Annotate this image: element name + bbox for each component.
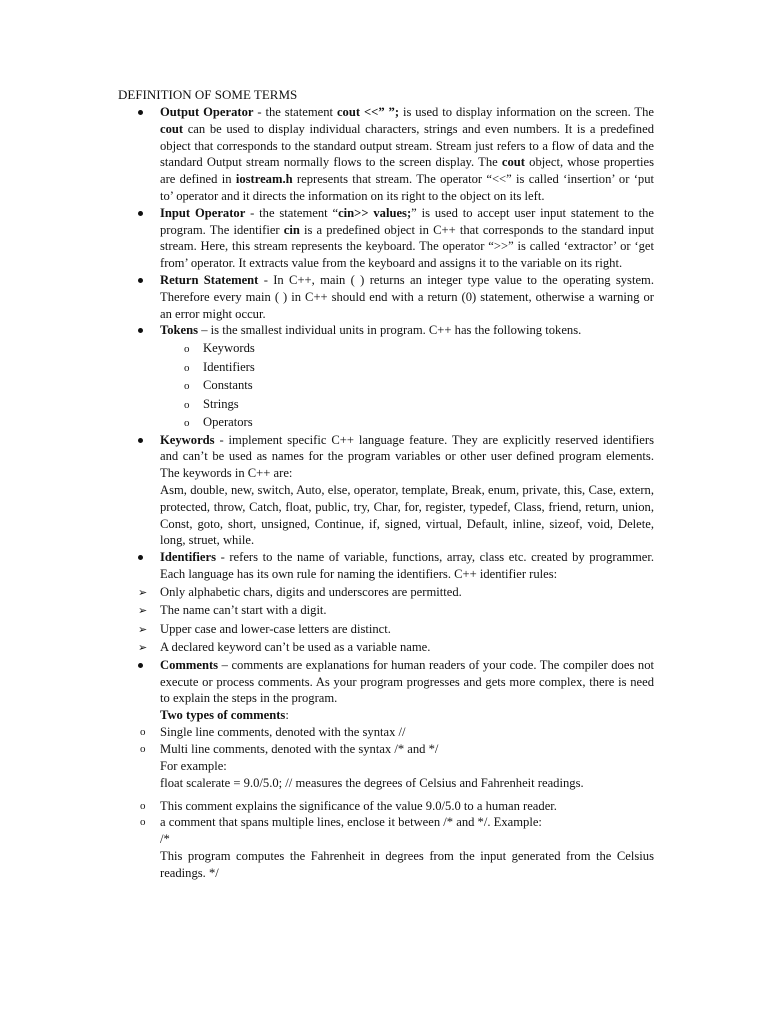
keyword-list: Asm, double, new, switch, Auto, else, operator, template, Break, enum, private, this, Case, extern, protected, throw, Catch, float, public, try, Char, for, register, typedef, Class, friend, return, union, Const, goto, short, unsigned, Continue, if, signed, virtual, Default, inline, sizeof, void, Delete, long, struet, while. [160,483,654,548]
circle-bullet-icon: o [184,361,190,374]
text-span: : [285,708,289,723]
list-item [118,339,654,358]
code-header: iostream.h [235,172,293,187]
arrow-bullet-icon: ➢ [138,622,148,636]
bullet-dot [138,663,143,668]
term-return-statement [118,272,654,322]
example-block [118,758,654,792]
term-comments [118,657,654,724]
bullet-dot [138,110,143,115]
bullet-dot [138,211,143,216]
circle-bullet-icon: o [140,726,146,739]
identifier-rules [118,583,654,657]
token-list [118,339,654,432]
text-span: is used to display information on the screen. The [399,105,655,119]
text-span: – comments are explanations for human readers of your code. The compiler does not execute or process comments. As your program progresses and gets more complex, there is need to explain the steps in the program. [160,657,654,706]
list-item [118,620,654,639]
term-label: Input Operator [160,205,246,220]
example-label: For example: [160,759,227,774]
circle-bullet-icon: o [140,816,146,829]
terms-list [118,104,654,339]
list-item [118,741,654,758]
text-span: represents that stream. The operator “<<” is called ‘insertion’ or ‘put to’ operator and it directs the information on its right to the object on its left. [160,172,654,203]
bullet-dot [138,328,143,333]
text-span: object, whose properties are defined in [160,155,655,187]
subheading: Two types of comments [160,708,286,723]
bullet-dot [138,438,143,443]
arrow-bullet-icon: ➢ [138,585,148,599]
term-label: Output Operator [160,105,254,119]
code-snippet: <<” ”; [360,105,400,119]
code-comment-body: This program computes the Fahrenheit in degrees from the input generated from the Celsius readings. */ [160,849,654,880]
text-span: - the statement “ [245,205,339,220]
comment-type-text: Multi line comments, denoted with the syntax /* and */ [160,742,439,757]
text-span: - implement specific C++ language feature. They are explicitly reserved identifiers and can’t be used as names for the program variables or other user defined program elements. The keywords in C++ are: [160,432,654,481]
circle-bullet-icon: o [184,398,190,411]
list-item [118,358,654,377]
terms-list-continued [118,432,654,583]
terms-list-comments [118,657,654,724]
term-label: Identifiers [160,550,216,565]
token-name: Constants [203,378,253,393]
list-item [118,583,654,602]
circle-bullet-icon: o [184,417,190,430]
list-item [118,638,654,657]
circle-bullet-icon: o [140,743,146,756]
code-cout: cout [336,105,361,119]
term-label: Keywords [160,432,215,447]
comment-notes [118,798,654,882]
circle-bullet-icon: o [184,380,190,393]
text-span: – is the smallest individual units in program. C++ has the following tokens. [198,323,582,338]
circle-bullet-icon: o [140,799,146,812]
example-code: float scalerate = 9.0/5.0; // measures the degrees of Celsius and Fahrenheit readings. [160,775,584,790]
token-name: Keywords [203,341,255,356]
term-label: Tokens [160,323,199,338]
term-identifiers [118,549,654,583]
term-tokens [118,322,654,339]
term-label: Comments [160,657,219,672]
text-span: ” is used to accept user input statement to the program. The identifier [160,205,655,237]
code-cin: cin [283,222,300,237]
text-span: - In C++, main ( ) returns an integer type value to the operating system. Therefore every main ( ) in C++ should end with a return (0) statement, otherwise a warning or an error might occur. [160,272,654,321]
text-span: is a predefined object in C++ that corresponds to the standard input stream. Here, this stream represents the keyboard. The operator “>>” is called ‘extractor’ or ‘get from’ operator. It extracts value from the keyboard and assigns it to the variable on its right. [160,222,654,271]
note-text: This comment explains the significance of the value 9.0/5.0 to a human reader. [160,798,557,813]
token-name: Strings [203,396,239,411]
list-item [118,601,654,620]
list-item [118,798,654,815]
code-cout: cout [160,121,184,136]
note-text: a comment that spans multiple lines, enclose it between /* and */. Example: [160,815,542,830]
arrow-bullet-icon: ➢ [138,641,148,655]
list-item [118,814,654,881]
arrow-bullet-icon: ➢ [138,604,148,618]
comment-types [118,724,654,758]
comment-type-text: Single line comments, denoted with the syntax // [160,725,406,740]
bullet-dot [138,555,143,560]
list-item [118,724,654,741]
list-item [118,376,654,395]
code-cout: cout [501,155,525,170]
comment-types-heading [160,707,654,724]
bullet-dot [138,278,143,283]
rule-text: The name can’t start with a digit. [160,603,327,618]
document-page [118,86,654,882]
term-input-operator [118,205,654,272]
term-output-operator [118,104,654,205]
code-snippet: cin>> values; [338,205,412,220]
text-span: - refers to the name of variable, functions, array, class etc. created by programmer. Each language has its own rule for naming the identifiers. C++ identifier rules: [160,550,654,582]
rule-text: A declared keyword can’t be used as a variable name. [160,640,431,655]
term-label: Return Statement [160,272,259,287]
text-span: - the statement [253,105,337,119]
list-item [118,395,654,414]
term-keywords [118,432,654,550]
rule-text: Only alphabetic chars, digits and underscores are permitted. [160,584,462,599]
rule-text: Upper case and lower-case letters are distinct. [160,621,391,636]
token-name: Identifiers [203,359,255,374]
page-title: DEFINITION OF SOME TERMS [118,87,298,102]
token-name: Operators [203,415,253,430]
text-span: can be used to display individual characters, strings and even numbers. It is a predefined object that corresponds to the standard output stream. Stream just refers to a flow of data and the standard Output stream normally flows to the screen display. The [160,121,654,170]
circle-bullet-icon: o [184,343,190,356]
code-comment-open: /* [160,832,170,847]
list-item [118,413,654,432]
